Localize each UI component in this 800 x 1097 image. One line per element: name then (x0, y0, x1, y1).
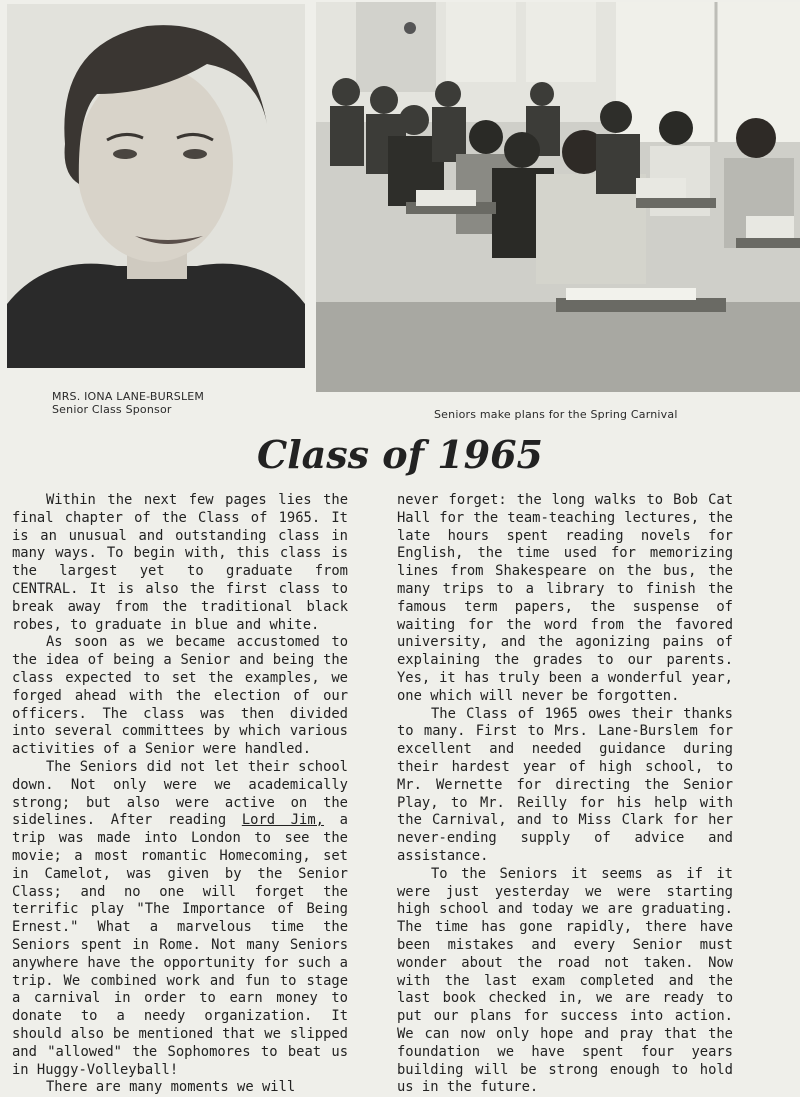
page-title: Class of 1965 (256, 432, 543, 477)
classroom-caption: Seniors make plans for the Spring Carnival (434, 408, 678, 421)
sponsor-caption (52, 390, 292, 416)
article-column-left (12, 492, 348, 1097)
article-column-right (397, 492, 733, 1097)
paragraph-3 (12, 759, 348, 1079)
paragraph-5: The Class of 1965 owes their thanks to many. First to Mrs. Lane-Burslem for excellent and needed guidance during their hardest year of high school, to Mr. Wernette for directing the Senior Play, to Mr. Reilly for his help with the Carnival, and to Miss Clark for her never-ending supply of advice and assistance. (397, 705, 733, 864)
paragraph-4-start: There are many moments we will (46, 1079, 296, 1096)
sponsor-name: MRS. IONA LANE-BURSLEM (52, 390, 205, 403)
sponsor-title: Senior Class Sponsor (52, 403, 172, 416)
paragraph-6: To the Seniors it seems as if it were just yesterday we were starting high school and today we are graduating. The time has gone rapidly, there have been mistakes and every Senior must wonder about the road not taken. Now with the last exam completed and the last book checked in, we are ready to put our plans for success into action. We can now only hope and pray that the foundation we have spent four years building will be strong enough to hold us in the future. (397, 865, 733, 1096)
paragraph-3-part-a: The Seniors did not let their school down. Not only were we academically strong; but also were active on the sidelines. After reading (12, 758, 348, 829)
classroom-photo (316, 2, 800, 392)
book-title: Lord Jim, (241, 812, 324, 829)
paragraph-4-continued: never forget: the long walks to Bob Cat Hall for the team-teaching lectures, the late hours spent reading novels for English, the time used for memorizing lines from Shakespeare on the bus, the many trips to a library to finish the famous term papers, the suspense of waiting for the word from the favored university, and the agonizing pains of explaining the grades to our parents. Yes, it has truly been a wonderful year, one which will never be forgotten. (397, 492, 733, 704)
paragraph-2: As soon as we became accustomed to the idea of being a Senior and being the class expected to set the examples, we forged ahead with the election of our officers. The class was then divided into several committees by which various activities of a Senior were handled. (12, 634, 348, 758)
paragraph-1: Within the next few pages lies the final chapter of the Class of 1965. It is an unusual and outstanding class in many ways. To begin with, this class is the largest yet to graduate from CENTRAL. It is also the first class to break away from the traditional black robes, to graduate in blue and white. (12, 492, 348, 633)
paragraph-3-part-b: a trip was made into London to see the movie; a most romantic Homecoming, set in Camelot, was given by the Senior Class; and no one will forget the terrific play "The Importance of Being Ernest." What a marvelous time the Seniors spent in Rome. Not many Seniors anywhere have the opportunity for such a trip. We combined work and fun to stage a carnival in order to earn money to donate to a needy organization. It should also be mentioned that we slipped and "allowed" the Sophomores to beat us in Huggy-Volleyball! (12, 812, 348, 1078)
sponsor-portrait-photo (7, 4, 305, 368)
portrait-illustration (7, 4, 305, 368)
classroom-illustration (316, 2, 800, 392)
